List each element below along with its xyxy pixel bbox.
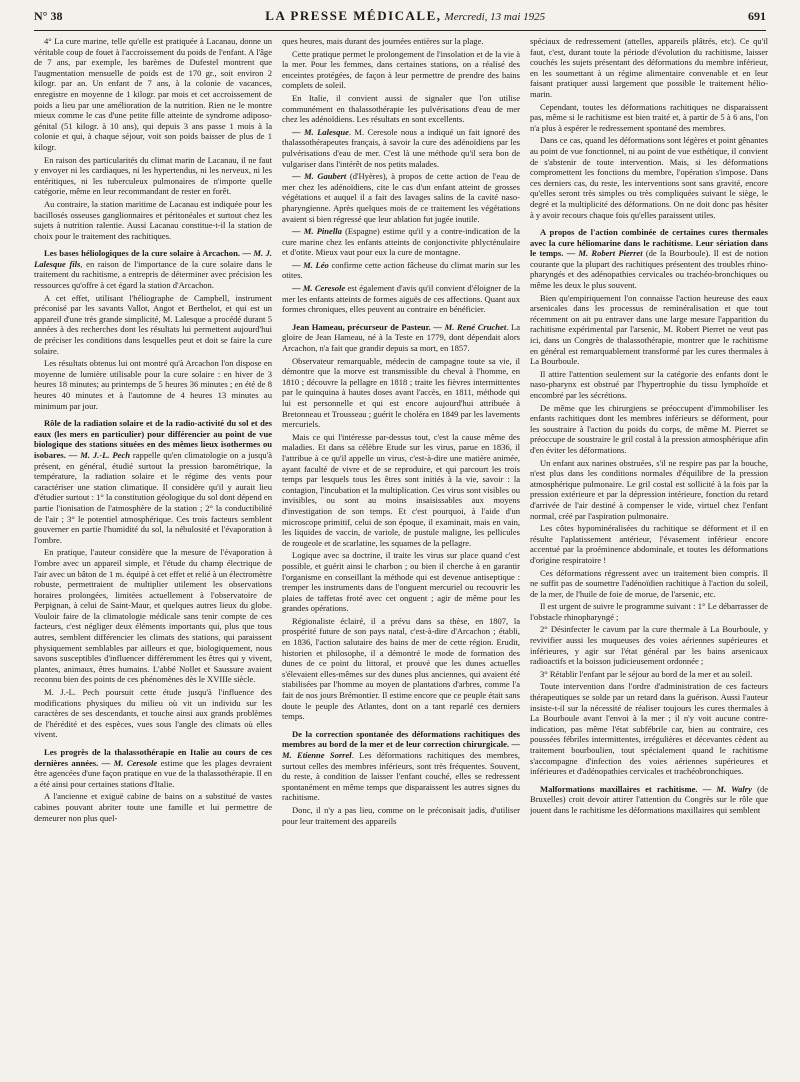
paragraph [34, 358, 272, 411]
paragraph [530, 523, 768, 565]
paragraph-text: Il attire l'attention seulement sur la catégorie des enfants dont le naso-pharynx est obstrué par l'hypertrophie du tissu lymphoïde et encombré par les sécrétions. [530, 368, 768, 400]
paragraph [34, 155, 272, 197]
paragraph [34, 791, 272, 823]
paragraph [530, 293, 768, 367]
author-name: — M. Pinella [292, 226, 342, 237]
paragraph-text: rappelle qu'en climatologie on a jusqu'à présent, en général, étudié surtout la pression barométrique, la température, la radiation solaire et le régime des vents pour caractériser une station climatique. Il considère qu'il y aurait lieu d'étudier surtout : 1° la constitution géologique du sol dont dépend en partie l'ionisation de l'atmosphère de la station ; 2° la conductibilité de l'air ; 3° le potentiel atmosphérique. Ces trois facteurs semblent gouverner en partie l'humidité du sol, la nébulosité et l'évaporation à l'ombre. [34, 449, 272, 545]
paragraph-text: (de Bruxelles) croit devoir attirer l'attention du Congrès sur le rôle que jouent dans le rachitisme les déformations maxillaires qui semblent [530, 783, 768, 815]
paragraph [282, 49, 520, 91]
paragraph [530, 601, 768, 622]
section-paragraph [34, 418, 272, 545]
author-name: M. Walry [716, 783, 752, 794]
paragraph [34, 199, 272, 241]
section-paragraph [282, 729, 520, 803]
author-name: M. René Cruchet [444, 321, 507, 332]
paragraph [282, 283, 520, 315]
paragraph [530, 369, 768, 401]
paragraph-text: confirme cette action fâcheuse du climat marin sur les otites. [282, 259, 520, 281]
article-columns [34, 36, 770, 1074]
paragraph-text: est également d'avis qu'il convient d'éloigner de la mer les enfants atteints de formes aiguës de ces affections. Quant aux formes chroniques, elles peuvent au contraire en bénéficier. [282, 283, 520, 315]
author-name: M. Ceresole [113, 757, 158, 768]
paragraph-text: Il est urgent de suivre le programme suivant : 1° Le débarrasser de l'obstacle rhinopharyngé ; [530, 601, 768, 622]
column-1 [34, 36, 272, 1074]
journal-title: LA PRESSE MÉDICALE, [265, 8, 442, 23]
paragraph [282, 550, 520, 614]
column-2 [282, 36, 520, 1074]
paragraph-text: 3° Rétablir l'enfant par le séjour au bord de la mer et au soleil. [540, 668, 753, 679]
paragraph [530, 36, 768, 100]
paragraph-text: Observateur remarquable, médecin de campagne toute sa vie, il démontre que la morve est transmissible du cheval à l'homme, en 1810 ; découvre la pellagre en 1818 ; traite les fièvres intermittentes par le quinquina à hautes doses avant l'accès, en 1811, méthode qui lui est personnelle et qui est encore aujourd'hui attribuée à Bretonneau et Trousseau ; guérit le choléra en 1849 par les lavements mercuriels. [282, 355, 520, 430]
paragraph [282, 36, 520, 47]
section-paragraph [282, 322, 520, 354]
section-heading: Les progrès de la thalassothérapie en Italie au cours de ces dernières années. — [34, 747, 272, 768]
author-name: — M. Gaubert [292, 171, 347, 182]
paragraph-text: Mais ce qui l'intéresse par-dessus tout, c'est la cause même des maladies. Et dans sa célèbre Etude sur les virus, parue en 1836, il l'attribue à ce qu'il appelle un virus, c'est-à-dire une matière animée, ayant faculté de vivre et de se reproduire, et qui parcourt les trois temps par lesquels tous les êtres sont initiés à la vie, savoir : la contagion, l'incubation et la multiplication. Ces virus sont visibles ou invisibles, ou sont au moins insaisissables aux moyens d'investigation de son temps. Et c'est pourquoi, à l'aide d'un microscope primitif, celui de son époque, il examinait, mais en vain, les liquides de vaccin, de variole, de pustule maligne, les pellicules de rougeole et de scarlatine, les squames de la pellagre. [282, 431, 520, 548]
paragraph-text: , en raison de l'importance de la cure solaire dans le traitement du rachitisme, a entrepris de déterminer avec précision les ressources qu'offre à cet égard la station d'Arcachon. [34, 258, 272, 291]
page-number: 691 [747, 9, 766, 23]
paragraph [530, 568, 768, 600]
section-paragraph [34, 248, 272, 290]
paragraph-text: (de la Bourboule). Il est de notion courante que la plupart des rachitiques présentent des troubles rhino-pharyngés et des adénopathies cervicales ou trachéo-bronchiques ou même les deux le plus souvent. [530, 248, 768, 291]
author-name: M. J. Lalesque fils [34, 248, 272, 269]
paragraph-text: En pratique, l'auteur considère que la mesure de l'évaporation à l'ombre avec un appareil simple, et l'étude du champ électrique de l'air avec un bâton de 1 m. équipé à cet effet et relié à un électromètre robuste, permettraient de multiplier utilement les observations horaires prolongées, limitées actuellement à l'observatoire de Perpignan, à celui de Saint-Maur, et quelques autres lieux du globe. Vouloir faire de la climatologie médicale sans tenir compte de ces facteurs, c'est négliger deux éléments importants qui, plus que tous autres, semblent différencier les climats des stations, qui paraissent physiquement semblables par ailleurs et que, biologiquement, nous savons susceptibles d'influencer différemment les êtres qui y vivent, plantes, animaux, êtres humains. L'abbé Nollet et Saussure avaient reconnu bien des points de ces phénomènes dès le XVIIIe siècle. [34, 547, 272, 685]
paragraph-text: (d'Hyères), à propos de cette action de l'eau de mer chez les adénoïdiens, cite le cas d'un enfant atteint de grosses végétations et auquel il a fait des lavages salins de la cavité naso-pharyngienne. Après quelques mois de ce traitement les végétations avaient si bien régressé que leur ablation fut jugée inutile. [282, 171, 520, 224]
author-name: M. Robert Pierret [578, 248, 643, 259]
section-heading: Rôle de la radiation solaire et de la radio-activité du sol et des eaux (les mers en particulier) pour différencier au point de vue biologique des stations situées en des mêmes lieux isothermes ou isobares. — [34, 418, 272, 460]
paragraph-text: De même que les chirurgiens se préoccupent d'immobiliser les enfants rachitiques dont les membres inférieurs se déforment, pour les soustraire à l'action du poids du corps, de même M. Pierret se préoccupe de soustraire le gril costal à la pression atmosphérique afin d'en éviter les déformations. [530, 402, 768, 455]
paragraph [34, 687, 272, 740]
paragraph [282, 93, 520, 125]
paragraph-text: A cet effet, utilisant l'héliographe de Campbell, instrument préconisé par les savants Vallot, Angot et Berthelot, et qui est un appareil d'une très grande simplicité, M. Lalesque a procédé durant 5 années à des recherches dont les résultats lui permettent aujourd'hui de préciser les conditions dans lesquelles peut et doit se faire la cure solaire. [34, 292, 272, 356]
paragraph-text: En Italie, il convient aussi de signaler que l'on utilise communément en thalassothérapie les pulvérisations d'eau de mer chez les adénoïdiens. Les résultats en sont excellents. [282, 92, 520, 125]
paragraph-text: . Les déformations rachitiques des membres, surtout celles des membres inférieurs, sont très fréquentes. Souvent, du reste, à condition de laisser l'enfant couché, elles se redressent spontanément en même temps que disparaissent les autres signes du rachitisme. [282, 750, 520, 803]
paragraph-text: . La gloire de Jean Hameau, né à la Teste en 1779, dont dépendait alors Arcachon, n'a fait que grandir depuis sa mort, en 1857. [282, 321, 520, 354]
page-header [34, 8, 766, 31]
paragraph [530, 624, 768, 666]
author-name: M. Etienne Sorrel [282, 750, 352, 760]
paragraph-text: spéciaux de redressement (attelles, appareils plâtrés, etc). Ce qu'il faut, c'est, durant toute la période d'évolution du rachitisme, laisser couchés les sujets présentant des déformations du membre inférieur, en les soumettant à un régime alimentaire convenable et en leur faisant pratiquer aussi largement que possible le traitement hélio-marin. [530, 36, 768, 99]
paragraph [34, 293, 272, 357]
paragraph-text: estime que les plages devraient être agencées d'une façon pratique en vue de la thalassothérapie. Il en a été ainsi pour certaines stations d'Italie. [34, 757, 272, 789]
paragraph [282, 171, 520, 224]
author-name: — M. Ceresole [292, 283, 346, 294]
paragraph-text: Ces déformations régressent avec un traitement bien compris. Il ne suffit pas de soumettre l'adénoïdien rachitique à l'action du soleil, de la mer, de l'huile de foie de morue, de l'arsenic, etc. [530, 567, 768, 599]
paragraph [34, 547, 272, 685]
paragraph-text: Dans ce cas, quand les déformations sont légères et point gênantes au point de vue fonctionnel, ni au point de vue esthétique, il convient de s'abstenir de toute intervention. Mais, si les déformations compromettent les fonctions du membre, l'opération s'impose. Dans ces derniers cas, du reste, les interventions sont sans gravité, encore qu'elles seront très simples ou très compliquées suivant le siège, le degré et la multiplicité des déformations. On ne doit donc pas hésiter à y avoir recours chaque fois qu'elles paraissent utiles. [530, 135, 768, 220]
section-paragraph [530, 227, 768, 291]
section-heading: Malformations maxillaires et rachitisme. — [540, 783, 717, 794]
paragraph-text: Un enfant aux narines obstruées, s'il ne respire pas par la bouche, n'est plus dans les conditions normales d'équilibre de la pression atmosphérique pulmonaire. Le gril costal est sollicité à la fois par la pression extérieure et par la dépression intérieure, fonction du retard d'arrivée de l'air destiné à compenser le vide, virtuel chez l'enfant normal, créé par l'aspiration pulmonaire. [530, 457, 768, 521]
paragraph [530, 403, 768, 456]
issue-date: Mercredi, 13 mai 1925 [444, 11, 546, 23]
paragraph [282, 226, 520, 258]
paragraph [282, 260, 520, 281]
column-3 [530, 36, 768, 1074]
paragraph-text: Donc, il n'y a pas lieu, comme on le préconisait jadis, d'utiliser pour leur traitement des appareils [282, 804, 520, 826]
paragraph-text: Cependant, toutes les déformations rachitiques ne disparaissent pas, même si le rachitisme est bien traité et, à partir de 5 à 6 ans, l'on n'a plus à espérer le redressement spontané des membres. [530, 101, 768, 133]
paragraph-text: Toute intervention dans l'ordre d'administration de ces facteurs thérapeutiques se solde par un retard dans la guérison. Aussi l'auteur insiste-t-il sur la nécessité de réaliser toujours les cures thermales à La Bourboule avant l'envoi à la mer ; il n'y voit aucune contre-indication, pas même l'état subfébrile car, bien au contraire, ces poussées fébriles intermittentes, irrégulières et décevantes cèdent au traitement bourboulien, tout spécialement quand le rachitisme s'accompagne d'infection des voies aériennes supérieures et inférieures et d'adénopathies cervicales et trachéobronchiques. [530, 681, 768, 777]
paragraph-text: . M. Ceresole nous a indiqué un fait ignoré des thalassothérapeutes français, à savoir la cure des adénoïdiens par les pulvérisations d'eau de mer. C'est là une méthode qu'il sera bon de vulgariser dans l'intérêt de nos petits malades. [282, 126, 520, 169]
paragraph-text: Bien qu'empiriquement l'on connaisse l'action heureuse des eaux arsenicales dans les processus de reminéralisation et que tout récemment on ait pu entraver dans une large mesure l'apparition du rachitisme expérimental par l'arsenic, M. Robert Pierret ne veut pas ici, dans un Congrès de thalassothérapie, montrer que le rachitisme en général est remarquablement transformé par les cures thermales à La Bourboule. [530, 292, 768, 367]
paragraph [282, 616, 520, 722]
paragraph-text: M. J.-L. Pech poursuit cette étude jusqu'à l'influence des modifications physiques du milieu où vit un individu sur les caractères de ses descendants, et touche ainsi aux grands problèmes de l'hérédité et des espèces, vues sous l'angle des climats où elles vivent. [34, 687, 272, 740]
issue-number: N° 38 [34, 9, 63, 23]
paragraph [530, 135, 768, 220]
section-heading: Les bases héliologiques de la cure solaire à Arcachon. — [44, 248, 254, 259]
paragraph-text: ques heures, mais durant des journées entières sur la plage. [282, 36, 484, 46]
paragraph [34, 36, 272, 153]
paragraph-text: (Espagne) estime qu'il y a contre-indication de la cure marine chez les enfants atteints de conjonctivite phlycténulaire et d'otite. Mieux vaut pour eux la cure de montagne. [282, 226, 520, 258]
paragraph-text: Logique avec sa doctrine, il traite les virus sur place quand c'est possible, et guérit ainsi le charbon ; ou bien il cherche à en garantir l'organisme en conseillant la méthode qui est devenue antiseptique : tremper les instruments dans de l'onguent mercuriel ou recouvrir les plaies de taffetas froté avec cet onguent ; agir de même pour les grandes opérations. [282, 550, 520, 614]
section-paragraph [530, 784, 768, 816]
paragraph [282, 127, 520, 169]
paragraph-text: Les côtes hypominéralisées du rachitique se déforment et il en résulte l'aplatissement antérieur, l'évasement inférieur encore accentué par la proéminence abdominale, et toutes les déformations d'origine respiratoire ! [530, 523, 768, 565]
paragraph-text: 2° Désinfecter le cavum par la cure thermale à La Bourboule, y revivifier aussi les muqueuses des voies aériennes supérieures et inférieures, y agir sur l'état général par les bains arsenicaux radioactifs et la boisson judicieusement ordonnée ; [530, 624, 768, 667]
paragraph-text: Les résultats obtenus lui ont montré qu'à Arcachon l'on dispose en moyenne de lumière utilisable pour la cure solaire : en hiver de 3 heures 18 minutes; au printemps de 5 heures 36 minutes ; en été de 8 heures 40 minutes et à l'automne de 4 heures 13 minutes au minimum par jour. [34, 358, 272, 411]
paragraph [282, 805, 520, 826]
paragraph-text: 4° La cure marine, telle qu'elle est pratiquée à Lacanau, donne un véritable coup de fouet à l'accroissement du poids de l'enfant. A l'âge de 7 ans, par exemple, les barèmes de Dufestel montrent que l'augmentation mensuelle de poids est de 170 gr., soit environ 2 kilogr. par an. Un enfant de 7 ans, à la colonie de vacances, enregistre en moyenne de 1 kilogr. par mois et cet accroissement de poids a lieu par une amélioration de la nutrition. Rien ne le montre mieux comme le cas d'une petite fille atteinte de syndrome adiposo-génital (51 kilogr. à 10 ans), qui depuis 3 ans passe 1 mois à la colonie et qui, à chaque séjour, voit son poids baisser de plus de 1 kilogr. [34, 36, 272, 152]
section-heading: A propos de l'action combinée de certaines cures thermales avec la cure héliomarine dans le rachitisme. Leur sériation dans le temps. — [530, 227, 768, 259]
paragraph [282, 356, 520, 430]
paragraph [530, 669, 768, 680]
section-paragraph [34, 747, 272, 789]
paragraph-text: Au contraire, la station maritime de Lacanau est indiquée pour les bacillosés osseuses ganglionnaires et péritonéales et surtout chez les sujets à nutrition ralentie. Aussi Lacanau constitue-t-il la station de choix pour le traitement des rachitiques. [34, 198, 272, 241]
section-heading: Jean Hameau, précurseur de Pasteur. — [292, 321, 445, 332]
paragraph [282, 432, 520, 549]
paragraph-text: En raison des particularités du climat marin de Lacanau, il ne faut y envoyer ni les cardiaques, ni les hypertendus, ni les nerveux, ni les entéritiques, ni les tuberculeux pulmonaires de n'importe quelle catégorie, même en leur recommandant de rester en forêt. [34, 154, 272, 197]
author-name: — M. Lalesque [292, 126, 349, 137]
paragraph-text: A l'ancienne et exiguë cabine de bains on a substitué de vastes cabines pouvant abriter toute une famille et lui permettre de demeurer non plus quel- [34, 791, 272, 823]
paragraph [530, 681, 768, 776]
paragraph-text: Cette pratique permet le prolongement de l'insolation et de la vie à la mer. Pour les femmes, dans certaines stations, on a réalisé des enceintes protégées, de façon à leur permettre de prendre des bains complets de soleil. [282, 48, 520, 91]
section-heading: De la correction spontanée des déformations rachitiques des membres au bord de la mer et de leur correction chirurgicale. — [282, 728, 520, 750]
author-name: — M. Léo [292, 259, 329, 270]
paragraph [530, 458, 768, 522]
paragraph [530, 102, 768, 134]
author-name: M. J.-L. Pech [80, 449, 130, 460]
paragraph-text: Régionaliste éclairé, il a prévu dans sa thèse, en 1807, la prospérité future de son pays natal, c'est-à-dire d'Arcachon ; établi, en 1836, l'action salutaire des bains de mer de cette région. Erudit, historien et philosophe, il a démontré le mode de formation des dunes de ce point du littoral, et prouvé que les dunes actuelles s'élevaient elles-mêmes sur des dunes plus anciennes, qui avaient été stabilisées par l'homme au moyen de plantations d'arbres, comme l'a fait de nos jours Brémontier. Il estime encore que ce peuple était sans doute le peuple des Atlantes, dont on a tant reparlé ces derniers temps. [282, 615, 520, 722]
